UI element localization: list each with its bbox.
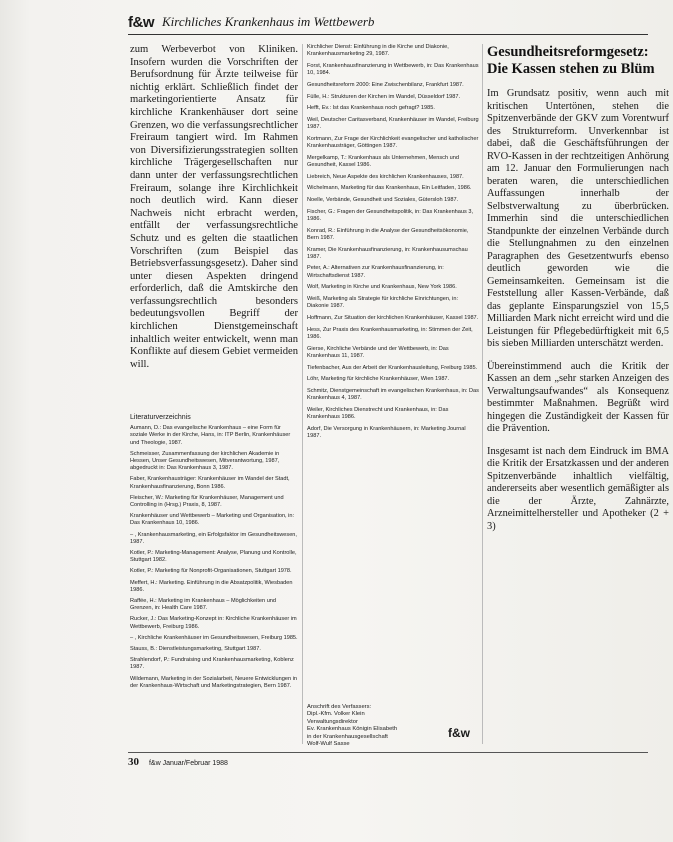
literature-entry: Raffée, H.: Marketing im Krankenhaus – Möglichkeiten und Grenzen, in: Health Care 1987. <box>130 598 277 612</box>
literature-entry: Fülle, H.: Strukturen der Kirchen im Wandel, Düsseldorf 1987. <box>307 93 461 100</box>
running-title: Kirchliches Krankenhaus im Wettbewerb <box>162 14 375 29</box>
literature-entry: – , Kirchliche Krankenhäuser im Gesundheitswesen, Freiburg 1985. <box>130 634 298 641</box>
literature-entry: Kotler, P.: Marketing für Nonprofit-Organisationen, Stuttgart 1978. <box>130 568 292 575</box>
literature-entry: Adorf, Die Versorgung in Krankenhäusern, in: Marketing Journal 1987. <box>307 425 466 439</box>
news-column <box>487 44 669 543</box>
news-paragraph: Insgesamt ist nach dem Eindruck im BMA die Kritik der Ersatzkassen und der anderen Spitzenverbände inhaltlich vielfältig, andererseits aber wesentlich gemäßigter als die der Ärzte, Zahnärzte, Arzneimittelhersteller und Apotheker (2 + 3) <box>487 445 669 532</box>
journal-logo: f&w <box>128 13 154 31</box>
footer-text: f&w Januar/Februar 1988 <box>148 760 228 767</box>
address-line: Wolf-Wulf Sasse <box>307 741 350 748</box>
literature-entry: Weiler, Kirchliches Dienstrecht und Krankenhaus, in: Das Krankenhaus 1986. <box>307 406 449 421</box>
literature-entry: Mergelkamp, T.: Krankenhaus als Unternehmen, Mensch und Gesundheit, Kassel 1986. <box>307 154 459 168</box>
news-body <box>487 88 669 533</box>
literature-entry: Fischer, G.: Fragen der Gesundheitspolitik, in: Das Krankenhaus 3, 1986. <box>307 208 474 222</box>
literature-list <box>130 392 298 694</box>
literature-entry: Kotler, P.: Marketing-Management: Analyse, Planung und Kontrolle, Stuttgart 1982. <box>130 550 297 564</box>
literature-entry: Liebreich, Neue Aspekte des kirchlichen Krankenhauses, 1987. <box>307 173 464 180</box>
literature-entry: Aumann, D.: Das evangelische Krankenhaus – eine Form für soziale Werke in der Kirche, Hans, in: ITP Berlin, Krankenhäuser und Theologie, 1987. <box>130 425 291 446</box>
literature-entry: Hoffmann, Zur Situation der kirchlichen Krankenhäuser, Kassel 1987. <box>307 314 479 321</box>
literature-entry: Weil, Deutscher Caritasverband, Krankenhäuser im Wandel, Freiburg 1987. <box>307 116 479 131</box>
literature-entry: Peter, A.: Alternativen zur Krankenhausfinanzierung, in: Wirtschaftsdienst 1987. <box>307 265 444 279</box>
address-line: Verwaltungsdirektor <box>307 718 358 725</box>
address-line: Dipl.-Kfm. Volker Klein <box>307 711 365 718</box>
literature-entry: Schmitz, Dienstgemeinschaft im evangelischen Krankenhaus, in: Das Krankenhaus 4, 1987. <box>307 387 479 402</box>
literature-entry: Tiefenbacher, Aus der Arbeit der Krankenhausleitung, Freiburg 1985. <box>307 364 478 371</box>
address-line: Ev. Krankenhaus Königin Elisabeth <box>307 726 398 733</box>
literature-entry: Gierse, Kirchliche Verbände und der Wettbewerb, in: Das Krankenhaus 11, 1987. <box>307 345 449 359</box>
literature-entry: Kramer, Die Krankenhausfinanzierung, in: Krankenhausumschau 1987. <box>307 246 468 260</box>
news-paragraph: Übereinstimmend auch die Kritik der Kassen an dem „sehr starken Anzeigen des Verwaltungsaufwandes“ als Konsequenz bestimmter Maßnahmen. Begrüßt wird hingegen die Zuständigkeit der Kassen für die Prävention. <box>487 360 669 434</box>
literature-entry: Konrad, R.: Einführung in die Analyse der Gesundheitsökonomie, Bern 1987. <box>307 227 469 241</box>
body-paragraph: zum Werbeverbot von Kliniken. Insofern wurden die Vorschriften der Berufsordnung für Ärzte teilweise für nichtig erklärt. Schließlich findet der marketingorientierte Ansatz für kirchliche Krankenhäuser dort seine Grenzen, wo die verfassungsrechtlicher Freiraum tangiert wird. Im Rahmen von Diversifizierungsstrategien sollten kirchliche Trägergesellschaften nur dann unter der verfassungsrechtlichen Freiraum, solange ihre Kirchlichkeit noch deutlich wird. Kann dieser Nachweis nicht erbracht werden, entfällt der verfassungsrechtliche Schutz und es gelten die staatlichen Vorschriften (zum Beispiel das Betriebsverfassungsgesetz). Daher sind unter diesen Aspekten dringend erforderlich, daß die Amtskirche den verfassungsrechtlich besonders bedeutungsvollen Begriff der kirchlichen Dienstgemeinschaft inhaltlich weiter entwickelt, wenn man Konflikte auf diesem Gebiet vermeiden will. <box>130 44 298 370</box>
literature-entry: Meffert, H.: Marketing. Einführung in die Absatzpolitik, Wiesbaden 1986. <box>130 579 293 593</box>
address-line: in der Krankenhausgesellschaft <box>307 733 388 740</box>
literature-entry: Kortmann, Zur Frage der Kirchlichkeit evangelischer und katholischer Krankenhausträger, Göttingen 1987. <box>307 135 479 150</box>
literature-entry: Strahlendorf, P.: Fundraising und Krankenhausmarketing, Koblenz 1987. <box>130 657 294 671</box>
literature-entry: Löhr, Marketing für kirchliche Krankenhäuser, Wien 1987. <box>307 376 450 383</box>
literature-entry: – , Krankenhausmarketing, ein Erfolgsfaktor im Gesundheitswesen, 1987. <box>130 531 297 545</box>
literature-entry: Krankenhäuser und Wettbewerb – Marketing und Organisation, in: Das Krankenhaus 10, 1986. <box>130 513 295 527</box>
page-footer <box>128 752 648 768</box>
page-header <box>128 10 648 35</box>
column-divider <box>302 44 303 744</box>
literature-entry: Wichelmann, Marketing für das Krankenhaus, Ein Leitfaden, 1986. <box>307 185 472 192</box>
literature-entry: Rucker, J.: Das Marketing-Konzept in: Kirchliche Krankenhäuser im Wettbewerb, Freiburg 1986. <box>130 616 297 630</box>
literature-entry: Faber, Krankenhausträger: Krankenhäuser im Wandel der Stadt, Krankenhausfinanzierung, Bonn 1986. <box>130 476 290 490</box>
literature-entry: Noelle, Verbände, Gesundheit und Soziales, Gütersloh 1987. <box>307 197 459 204</box>
literature-heading: Literaturverzeichnis <box>130 414 191 421</box>
news-heading: Gesundheitsreformgesetz: Die Kassen stehen zu Blüm <box>487 44 655 77</box>
literature-entry: Gesundheitsreform 2000: Eine Zwischenbilanz, Frankfurt 1987. <box>307 81 464 88</box>
literature-entry: Hess, Zur Praxis des Krankenhausmarketing, in: Stimmen der Zeit, 1986. <box>307 326 473 340</box>
news-paragraph: Im Grundsatz positiv, wenn auch mit kritischen Untertönen, stehen die Spitzenverbände der GKV zum Vorentwurf des Strukturreform. Unverkennbar ist dabei, daß die Geschäftsführungen der RVO-Kassen in der rechtzeitigen Anhörung am 12. Januar den Formulierungen nach beraten waren, die unterschiedlichen Auffassungen innerhalb der Selbstverwaltung zu überbrücken. Immerhin sind die unterschiedlichen Standpunkte der einzelnen Verbände durch die Stellungnahmen zu den einzelnen Paragraphen des Gesetzentwurfs ebenso deutlich geworden wie die Gemeinsamkeiten. Gemeinsam ist die Feststellung aller Kassen-Verbände, daß das geplante Einsparungsziel von 15,5 Milliarden Mark nicht erreicht wird und die Leistungen für Pflegebedürftigkeit mit 6,5 bis sieben Milliarden unterschätzt werden. <box>487 88 669 349</box>
page-number: 30 <box>128 756 139 768</box>
literature-entry: Kirchlicher Dienst: Einführung in die Kirche und Diakonie, Krankenhausmarketing 29, 1987. <box>307 44 449 58</box>
literature-entry: Schmeisser, Zusammenfassung der kirchlichen Akademie in Hessen, Unser Gesundheitswesen, Mitverantwortung, 1987, abgedruckt in: Das Krankenhaus 3, 1987. <box>130 450 280 472</box>
literature-entry: Stauss, B.: Dienstleistungsmarketing, Stuttgart 1987. <box>130 646 261 653</box>
article-column-1 <box>130 44 298 371</box>
literature-entry: Fleischer, W.: Marketing für Krankenhäuser, Management und Controlling in (Hrsg.) Praxis, 8, 1987. <box>130 494 284 509</box>
column-divider <box>482 44 483 744</box>
literature-entry: Wolf, Marketing in Kirche und Krankenhaus, New York 1986. <box>307 284 457 291</box>
journal-logo-small: f&w <box>448 726 470 740</box>
literature-entry: Forst, Krankenhausfinanzierung in Wettbewerb, in: Das Krankenhaus 10, 1984. <box>307 62 479 77</box>
literature-entry: Weiß, Marketing als Strategie für kirchliche Einrichtungen, in: Diakonie 1987. <box>307 296 458 310</box>
literature-entry: Hefft, Ev.: Ist das Krankenhaus noch gefragt? 1985. <box>307 105 435 112</box>
address-heading: Anschrift des Verfassers: <box>307 704 372 710</box>
literature-column-2 <box>307 44 479 445</box>
literature-entry: Wildemann, Marketing in der Sozialarbeit, Neuere Entwicklungen in der Krankenhaus-Wirtschaft und Marketingstrategien, Bern 1987. <box>130 675 297 689</box>
